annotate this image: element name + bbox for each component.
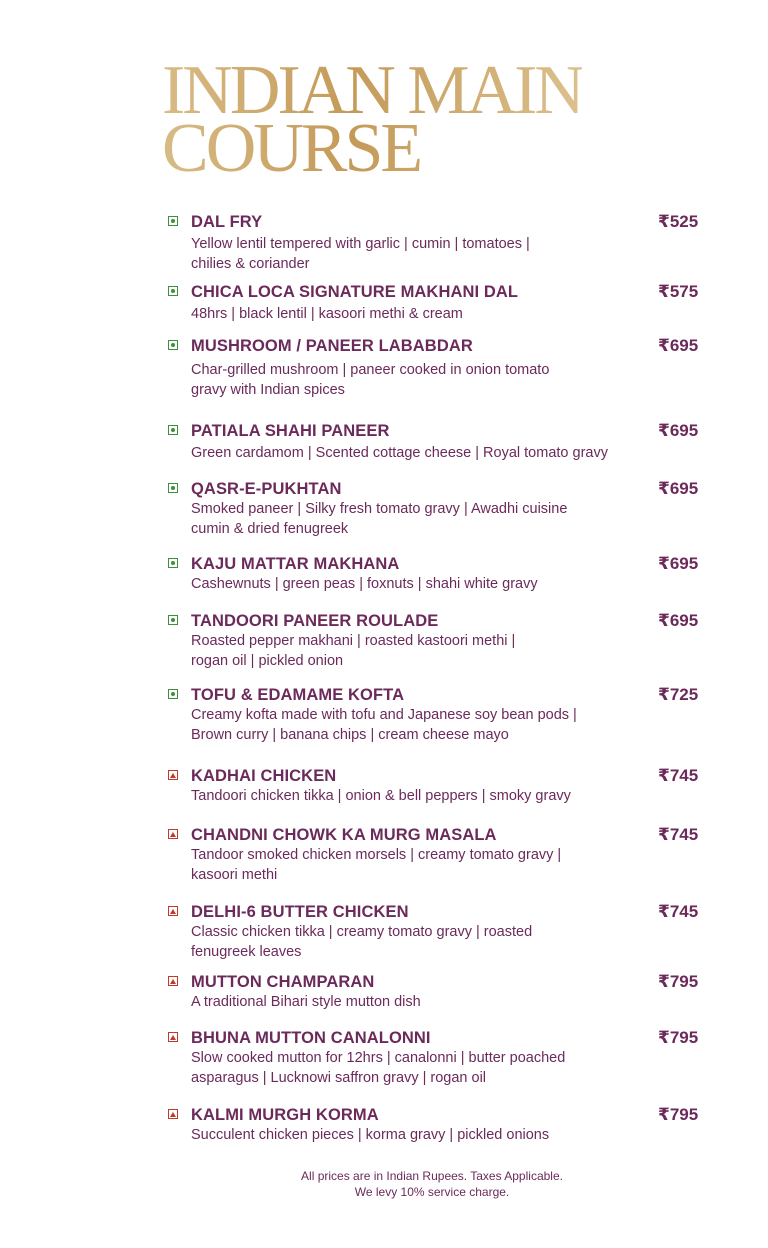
dish-name: KADHAI CHICKEN xyxy=(191,767,337,785)
dish-price: ₹795 xyxy=(658,1028,699,1047)
footer-line-1: All prices are in Indian Rupees. Taxes Applicable. xyxy=(301,1169,563,1183)
dish-price: ₹695 xyxy=(658,479,699,498)
dish-description-line: Char-grilled mushroom | paneer cooked in onion tomato xyxy=(191,362,550,378)
dish-description-line: Tandoori chicken tikka | onion & bell peppers | smoky gravy xyxy=(191,788,571,804)
dish-description-line: Yellow lentil tempered with garlic | cumin | tomatoes | xyxy=(191,236,530,252)
non-veg-indicator-icon xyxy=(168,829,178,839)
dish-name: CHANDNI CHOWK KA MURG MASALA xyxy=(191,826,497,844)
dish-description xyxy=(191,574,641,594)
dish-price: ₹795 xyxy=(658,972,699,991)
dish-name: DELHI-6 BUTTER CHICKEN xyxy=(191,903,409,921)
dish-description-line: Cashewnuts | green peas | foxnuts | shahi white gravy xyxy=(191,576,538,592)
dish-name: TOFU & EDAMAME KOFTA xyxy=(191,686,405,704)
dish-name: TANDOORI PANEER ROULADE xyxy=(191,612,439,630)
title-line-1: INDIAN MAIN xyxy=(162,52,582,129)
dish-description-line: Succulent chicken pieces | korma gravy | pickled onions xyxy=(191,1127,550,1143)
dish-description xyxy=(191,631,641,671)
dish-price: ₹725 xyxy=(658,685,699,704)
dish-description xyxy=(191,922,641,962)
dish-description-line: kasoori methi xyxy=(191,867,278,883)
dish-price: ₹745 xyxy=(658,766,699,785)
dish-description xyxy=(191,304,641,324)
dish-description-line: Brown curry | banana chips | cream cheese mayo xyxy=(191,727,509,743)
dish-description-line: fenugreek leaves xyxy=(191,944,302,960)
dish-price: ₹745 xyxy=(658,902,699,921)
dish-description-line: 48hrs | black lentil | kasoori methi & cream xyxy=(191,306,463,322)
dish-description-line: Creamy kofta made with tofu and Japanese soy bean pods | xyxy=(191,707,577,723)
dish-description xyxy=(191,234,641,274)
non-veg-indicator-icon xyxy=(168,1032,178,1042)
non-veg-indicator-icon xyxy=(168,976,178,986)
dish-description-line: Green cardamom | Scented cottage cheese | Royal tomato gravy xyxy=(191,445,608,461)
dish-description xyxy=(191,845,641,885)
dish-name: DAL FRY xyxy=(191,213,263,231)
veg-indicator-icon xyxy=(168,286,178,296)
dish-name: CHICA LOCA SIGNATURE MAKHANI DAL xyxy=(191,283,519,301)
dish-name: MUTTON CHAMPARAN xyxy=(191,973,375,991)
non-veg-indicator-icon xyxy=(168,1109,178,1119)
dish-description-line: Tandoor smoked chicken morsels | creamy tomato gravy | xyxy=(191,847,562,863)
veg-indicator-icon xyxy=(168,558,178,568)
non-veg-indicator-icon xyxy=(168,770,178,780)
dish-description-line: Roasted pepper makhani | roasted kastoori methi | xyxy=(191,633,516,649)
veg-indicator-icon xyxy=(168,483,178,493)
dish-description xyxy=(191,992,641,1012)
dish-price: ₹795 xyxy=(658,1105,699,1124)
non-veg-indicator-icon xyxy=(168,906,178,916)
dish-price: ₹695 xyxy=(658,336,699,355)
dish-description xyxy=(191,360,641,400)
dish-description xyxy=(191,443,641,463)
dish-name: KAJU MATTAR MAKHANA xyxy=(191,555,400,573)
dish-description-line: gravy with Indian spices xyxy=(191,382,345,398)
dish-name: BHUNA MUTTON CANALONNI xyxy=(191,1029,431,1047)
dish-description-line: cumin & dried fenugreek xyxy=(191,521,349,537)
veg-indicator-icon xyxy=(168,425,178,435)
dish-price: ₹695 xyxy=(658,554,699,573)
dish-price: ₹695 xyxy=(658,421,699,440)
dish-description-line: Classic chicken tikka | creamy tomato gravy | roasted xyxy=(191,924,533,940)
dish-name: QASR-E-PUKHTAN xyxy=(191,480,342,498)
dish-name: PATIALA SHAHI PANEER xyxy=(191,422,390,440)
veg-indicator-icon xyxy=(168,340,178,350)
dish-description xyxy=(191,499,641,539)
veg-indicator-icon xyxy=(168,216,178,226)
dish-description-line: Smoked paneer | Silky fresh tomato gravy | Awadhi cuisine xyxy=(191,501,568,517)
dish-price: ₹745 xyxy=(658,825,699,844)
title-line-2: COURSE xyxy=(162,110,421,187)
dish-description xyxy=(191,705,641,745)
dish-name: MUSHROOM / PANEER LABABDAR xyxy=(191,337,473,355)
footer-line-2: We levy 10% service charge. xyxy=(354,1185,510,1199)
dish-description xyxy=(191,1125,641,1145)
dish-price: ₹525 xyxy=(658,212,699,231)
dish-description xyxy=(191,1048,641,1088)
dish-description xyxy=(191,786,641,806)
veg-indicator-icon xyxy=(168,689,178,699)
veg-indicator-icon xyxy=(168,615,178,625)
dish-description-line: asparagus | Lucknowi saffron gravy | rogan oil xyxy=(191,1070,487,1086)
dish-description-line: rogan oil | pickled onion xyxy=(191,653,344,669)
dish-price: ₹695 xyxy=(658,611,699,630)
dish-description-line: chilies & coriander xyxy=(191,256,310,272)
page-title xyxy=(162,52,582,187)
dish-description-line: Slow cooked mutton for 12hrs | canalonni | butter poached xyxy=(191,1050,566,1066)
dish-description-line: A traditional Bihari style mutton dish xyxy=(191,994,421,1010)
dish-price: ₹575 xyxy=(658,282,699,301)
dish-name: KALMI MURGH KORMA xyxy=(191,1106,379,1124)
